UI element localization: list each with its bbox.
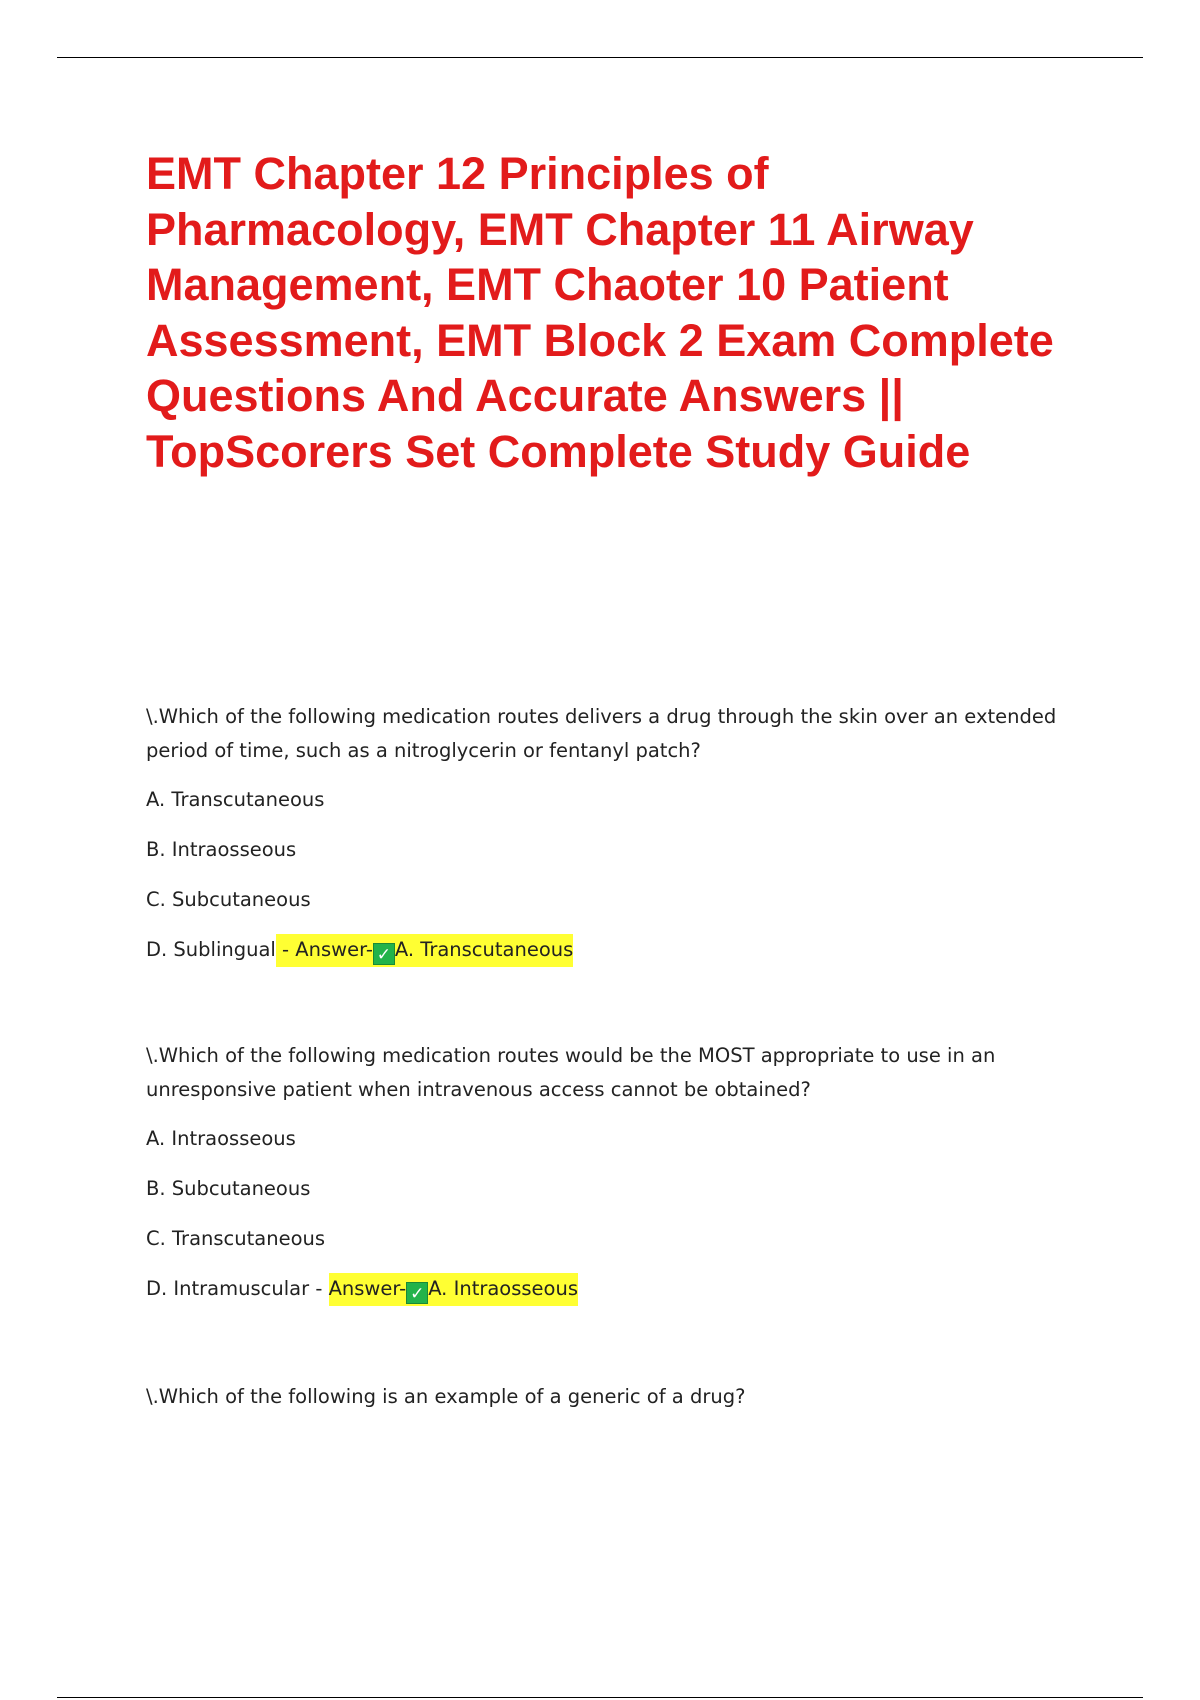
question-block (146, 1039, 1076, 1304)
answer-highlight (276, 934, 573, 967)
top-rule (57, 57, 1143, 58)
option-c: C. Transcutaneous (146, 1227, 326, 1250)
answer-text: A. Intraosseous (428, 1277, 578, 1300)
question-block (146, 1380, 1076, 1414)
document-title: EMT Chapter 12 Principles of Pharmacology, EMT Chapter 11 Airway Management, EMT Chaoter 10 Patient Assessment, EMT Block 2 Exam Complete Questions And Accurate Answers || TopScorers Set Complete Study Guide (146, 148, 1054, 477)
option-a: A. Transcutaneous (146, 788, 325, 811)
question-text: \.Which of the following medication routes delivers a drug through the skin over an extended period of time, such as a nitroglycerin or fentanyl patch? (146, 705, 1057, 762)
check-mark-icon: ✓ (406, 1282, 428, 1304)
option-a: A. Intraosseous (146, 1127, 296, 1150)
option-d-with-answer (146, 1275, 1076, 1304)
option-d: D. Sublingual (146, 938, 276, 961)
option-d-with-answer (146, 936, 1076, 965)
answer-highlight (329, 1273, 578, 1306)
option-b: B. Subcutaneous (146, 1177, 311, 1200)
answer-separator: - (309, 1277, 329, 1300)
answer-text: A. Transcutaneous (394, 938, 574, 961)
question-block (146, 700, 1076, 965)
option-c: C. Subcutaneous (146, 888, 311, 911)
bottom-rule (57, 1697, 1143, 1698)
answer-prefix: - Answer- (275, 938, 373, 961)
option-b: B. Intraosseous (146, 838, 297, 861)
question-text: \.Which of the following medication routes would be the MOST appropriate to use in an unresponsive patient when intravenous access cannot be obtained? (146, 1044, 996, 1101)
answer-prefix: Answer- (328, 1277, 407, 1300)
option-d: D. Intramuscular (146, 1277, 310, 1300)
check-mark-icon: ✓ (373, 943, 395, 965)
question-text: \.Which of the following is an example of a generic of a drug? (146, 1385, 746, 1408)
